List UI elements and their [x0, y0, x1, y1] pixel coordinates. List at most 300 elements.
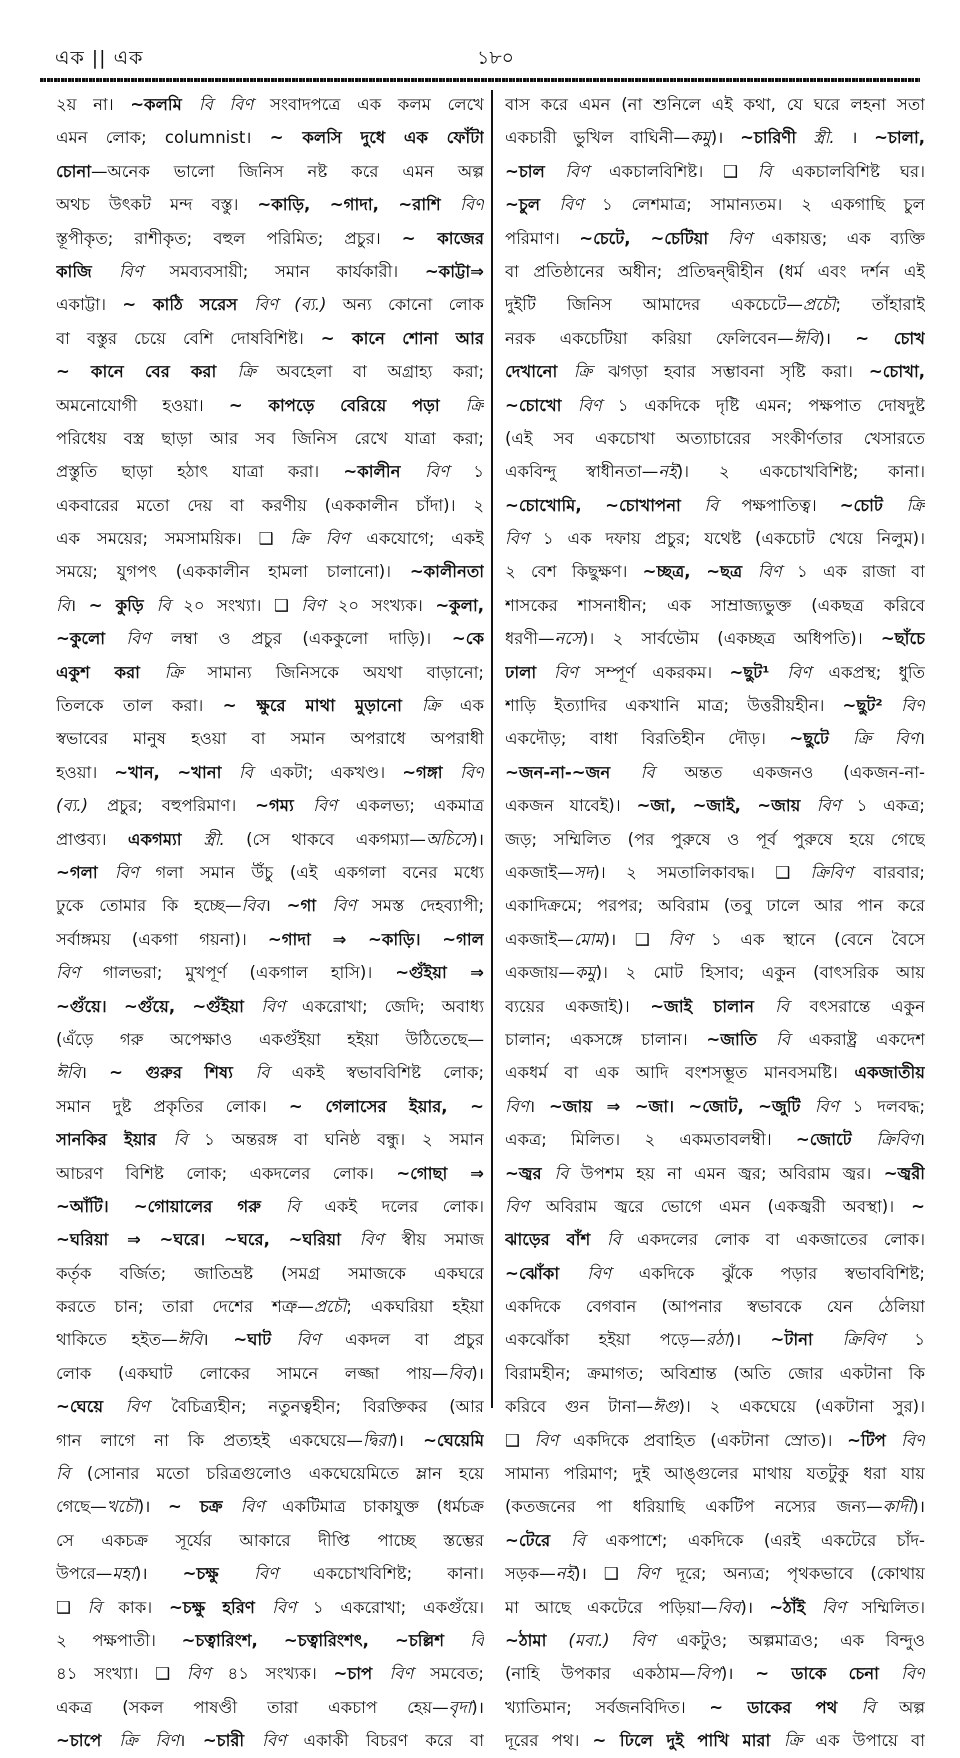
headword: ~ চোখ — [855, 328, 925, 348]
headword: ~ কানে বের করা — [56, 362, 238, 382]
text-line — [56, 355, 484, 388]
definition-text: একজন যাবেই)। — [505, 796, 637, 816]
grammar-label: সদ — [573, 862, 594, 882]
grammar-label: বিণ — [814, 1096, 853, 1116]
headword: ~ছুট² — [842, 696, 902, 716]
grammar-label: ক্রি — [573, 362, 609, 382]
text-line — [505, 1223, 925, 1256]
definition-text: অবিরাম জ্বরে ভোগে এমন (একজ্বরী অবস্থা)। — [545, 1196, 912, 1216]
headword: ~ কাঠি সরেস — [122, 295, 255, 315]
text-line — [56, 990, 484, 1023]
text-line — [56, 1056, 484, 1089]
text-line — [56, 1591, 484, 1624]
grammar-label: ক্রি — [237, 362, 277, 382]
definition-text: লোক (একঘাট লোকের সামনে লজ্জা পায়— — [56, 1363, 449, 1383]
text-line — [56, 1223, 484, 1256]
headword: ~চেটে, ~চেটিয়া — [579, 228, 729, 248]
definition-text: অন্য কোনো লোক — [342, 295, 484, 315]
definition-text: )। ❑ — [574, 1564, 636, 1584]
grammar-label: মোম — [573, 929, 604, 949]
grammar-label: মহা — [112, 1564, 135, 1584]
text-line — [505, 1323, 925, 1356]
grammar-label: বিণ — [821, 1597, 862, 1617]
text-line — [505, 990, 925, 1023]
text-line — [56, 722, 484, 755]
definition-text: নরক একচেটিয়া করিয়া ফেলিবেন— — [505, 328, 794, 348]
definition-text: অথচ উৎকট মন্দ বস্তু। — [56, 195, 258, 215]
definition-text: )। ২ একচোখবিশিষ্ট; কানা। — [676, 462, 925, 482]
definition-text: একই দলের লোক। — [324, 1196, 484, 1216]
definition-text: ১ একদিকে দৃষ্টি এমন; পক্ষপাত দোষদুষ্ট — [617, 395, 925, 415]
definition-text: । — [851, 128, 875, 148]
grammar-label: বি — [255, 1063, 292, 1083]
grammar-label: বিণ — [313, 796, 356, 816]
text-line — [505, 1424, 925, 1457]
definition-text: ১ অন্তরঙ্গ বা ঘনিষ্ঠ বন্ধু। ২ সমান — [204, 1130, 484, 1150]
headword: ~ গুরুর শিষ্য — [109, 1063, 256, 1083]
text-line — [505, 255, 925, 288]
headword: ~ কাপড়ে বেরিয়ে পড়া — [228, 395, 466, 415]
definition-text: একদিকে প্রবাহিত (একটানা স্রোত)। — [573, 1430, 848, 1450]
grammar-label: ক্রি — [465, 395, 484, 415]
grammar-label: স্ত্রী. — [813, 128, 852, 148]
grammar-label: বি — [285, 1196, 325, 1216]
text-line — [56, 322, 484, 355]
definition-text: । — [69, 595, 89, 615]
grammar-label: অচিসে — [425, 829, 472, 849]
definition-text: ঝগড়া হবার সম্ভাবনা সৃষ্টি করা। — [608, 362, 869, 382]
headword: ~চক্ষু হরিণ — [168, 1597, 273, 1617]
grammar-label: কমু — [690, 128, 711, 148]
definition-text: (সোনার মতো চরিত্রগুলোও একঘেয়েমিতে ম্লান হয়ে — [86, 1464, 484, 1484]
headword: ~গঙ্গা — [402, 762, 461, 782]
definition-text: করিবে গুন টানা— — [505, 1397, 654, 1417]
definition-text: থাকিতে হইত— — [56, 1330, 178, 1350]
definition-text: )। ২ সার্বভৌম (একচ্ছত্র অধিপতি)। — [581, 629, 881, 649]
text-line — [56, 1090, 484, 1123]
grammar-label: বিণ — [118, 261, 170, 281]
definition-text: একলভ্য; একমাত্র — [355, 796, 484, 816]
definition-text: বৈচিত্র্যহীন; নতুনত্বহীন; বিরক্তিকর (আর — [171, 1397, 484, 1417]
text-line — [505, 121, 925, 154]
definition-text: পরিমাণ। — [505, 228, 580, 248]
definition-text: গালভরা; মুখপূর্ণ (একগাল হাসি)। — [102, 963, 396, 983]
definition-text: । — [80, 1063, 110, 1083]
text-line — [56, 823, 484, 856]
headword: ~খান, ~খানা — [114, 762, 239, 782]
grammar-label: বিব — [448, 1363, 472, 1383]
definition-text: একদৌড়; বাধা বিরতিহীন দৌড়। — [505, 729, 790, 749]
text-line — [56, 1557, 484, 1590]
definition-text: ২০ সংখ্যা। ❑ — [183, 595, 302, 615]
definition-text: স্বীয় সমাজ — [401, 1230, 484, 1250]
definition-text: )। ২ সমতালিকাবদ্ধ। ❑ — [593, 862, 811, 882]
definition-text: )। — [720, 1664, 756, 1684]
left-column — [56, 88, 484, 1758]
definition-text: একধর্ম বা এক আদি বংশসম্ভূত মানবসমষ্টি। — [505, 1063, 855, 1083]
text-line — [56, 1323, 484, 1356]
grammar-label: (ব্য.) — [56, 796, 107, 816]
definition-text: ধরণী— — [505, 629, 555, 649]
grammar-label: নসে — [554, 629, 582, 649]
definition-text: গেছে— — [56, 1497, 107, 1517]
headword: ~ ক্ষুরে মাথা মুড়ানো — [222, 696, 422, 716]
text-line — [56, 1724, 484, 1757]
text-line — [505, 1290, 925, 1323]
text-line — [505, 322, 925, 355]
definition-text: একটা; একখণ্ড। — [269, 762, 403, 782]
definition-text: একচালবিশিষ্ট। ❑ — [608, 161, 758, 181]
grammar-label: বি — [56, 1464, 87, 1484]
definition-text: মা আছে একটেরে পড়িয়া— — [505, 1597, 718, 1617]
definition-text: সে একচক্র সূর্যের আকারে দীপ্তি পাচ্ছে স্তম্ভের — [56, 1530, 484, 1550]
text-line — [56, 389, 484, 422]
definition-text: পরিধেয় বস্ত্র ছাড়া আর সব জিনিস রেখে যাত্রা করা; — [56, 428, 484, 448]
definition-text: একজাই— — [505, 862, 574, 882]
headword: ~চাল — [505, 161, 566, 181]
definition-text: একই স্বভাববিশিষ্ট লোক; — [291, 1063, 484, 1083]
definition-text: হওয়া। — [56, 762, 115, 782]
text-line — [505, 522, 925, 555]
grammar-label: বি — [704, 495, 742, 515]
grammar-label: বিণ — [757, 562, 798, 582]
grammar-label: দ্বিরা — [362, 1430, 392, 1450]
grammar-label: বি — [554, 1163, 581, 1183]
definition-text: ৪১ সংখ্যক। — [227, 1664, 334, 1684]
text-line — [505, 656, 925, 689]
grammar-label: বিণ — [668, 929, 712, 949]
definition-text: একযোগে; একই — [366, 529, 484, 549]
definition-text: )। — [391, 1430, 424, 1450]
headword: ~চত্বারিংশ, ~চত্বারিংশৎ, ~চল্লিশ — [181, 1630, 471, 1650]
grammar-label: বিণ — [262, 1731, 304, 1751]
definition-text: শাড়ি ইত্যাদির একখানি মাত্র; উত্তরীয়হীন। — [505, 696, 843, 716]
headword: ~গুঁয়ে। ~গুঁয়ে, ~গুঁইয়া — [56, 996, 262, 1016]
headword: ~জ্বর — [505, 1163, 555, 1183]
definition-text: )। ❑ — [603, 929, 669, 949]
headword: ~গাদা ⇒ ~কাড়ি। ~গাল — [267, 929, 484, 949]
headword: ~ছুট¹ — [729, 662, 788, 682]
definition-text: একচারী ভুখিল বাঘিনী— — [505, 128, 690, 148]
grammar-label: বি — [775, 996, 810, 1016]
definition-text: গলা সমান উঁচু (এই একগলা বনের মধ্যে — [155, 862, 484, 882]
definition-text: এক উপায়ে বা — [815, 1731, 925, 1751]
definition-text: আচরণ বিশিষ্ট লোক; একদলের লোক। — [56, 1163, 397, 1183]
text-line — [56, 1123, 484, 1156]
headword: ~ ডাকের পথ — [709, 1697, 862, 1717]
definition-text: ২ পক্ষপাতী। — [56, 1630, 182, 1650]
grammar-label: ক্রি বিণ — [852, 729, 919, 749]
definition-text: প্রচুর; বহুপরিমাণ। — [106, 796, 256, 816]
definition-text: অল্প — [898, 1697, 925, 1717]
headword: ~ ডাকে চেনা — [755, 1664, 902, 1684]
text-line — [56, 489, 484, 522]
text-line — [505, 1390, 925, 1423]
text-line — [505, 1457, 925, 1490]
header-rule — [40, 78, 920, 82]
headword: ~ঘাট — [233, 1330, 297, 1350]
grammar-label: প্রচৌ — [802, 295, 836, 315]
text-line — [56, 1424, 484, 1457]
text-line — [56, 756, 484, 789]
headword: ~কাড়ি, ~গাদা, ~রাশি — [257, 195, 461, 215]
grammar-label: বিণ — [505, 529, 543, 549]
text-line — [56, 1624, 484, 1657]
text-line — [56, 689, 484, 722]
text-line — [56, 889, 484, 922]
definition-text: ৪১ সংখ্যা। ❑ — [56, 1664, 187, 1684]
definition-text: )। — [912, 1497, 925, 1517]
headword: ~চ্ছত্র, ~ছত্র — [642, 562, 758, 582]
text-line — [505, 422, 925, 455]
headword: ~কে — [451, 629, 484, 649]
definition-text: করতে চান; তারা দেশের শত্রু— — [56, 1297, 314, 1317]
headword: ~চাপে — [56, 1731, 120, 1751]
grammar-label: বিণ — [635, 1564, 677, 1584]
text-line — [56, 789, 484, 822]
definition-text: সময়ে; যুগপৎ (এককালীন হামলা চালানো)। — [56, 562, 410, 582]
definition-text: এমন লোক; columnist। — [56, 128, 270, 148]
definition-text: বৎসরান্তে একুন — [809, 996, 925, 1016]
text-line — [505, 222, 925, 255]
headword: ~কাট্টা⇒ — [424, 261, 484, 281]
definition-text: সমস্ত দেহব্যাপী; — [372, 896, 484, 916]
definition-text: । — [918, 1130, 925, 1150]
text-line — [56, 222, 484, 255]
definition-text: তিলকে তাল করা। — [56, 696, 223, 716]
grammar-label: বিণ — [56, 963, 103, 983]
definition-text: ২০ সংখ্যক। — [337, 595, 436, 615]
grammar-label: বি — [861, 1697, 899, 1717]
definition-text: শাসকের শাসনাধীন; এক সাম্রাজ্যভুক্ত (একছত্র করিবে — [505, 595, 925, 615]
headword: ~কালীনতা — [409, 562, 484, 582]
headword: ~চাপ — [333, 1664, 390, 1684]
text-line — [505, 1557, 925, 1590]
grammar-label: ঈবি — [793, 328, 819, 348]
headword: ~গা — [286, 896, 333, 916]
grammar-label: ক্রিবিণ — [842, 1330, 915, 1350]
text-line — [56, 555, 484, 588]
text-line — [56, 1691, 484, 1724]
headword: ~ঘেয়ে — [56, 1397, 126, 1417]
text-line — [505, 1357, 925, 1390]
grammar-label: বিণ — [114, 862, 156, 882]
grammar-label: নই — [658, 462, 677, 482]
definition-text: সামান্য পরিমাণ; দুই আঙ্গুলের মাথায় যতটুকু ধরা যায় — [505, 1464, 925, 1484]
grammar-label: বিণ — [332, 896, 373, 916]
text-line — [505, 1090, 925, 1123]
text-line — [56, 956, 484, 989]
grammar-label: বিণ — [296, 1330, 346, 1350]
definition-text: একায়ত্ত; এক ব্যক্তি — [771, 228, 925, 248]
definition-text: সমান দুষ্ট প্রকৃতির লোক। — [56, 1096, 289, 1116]
definition-text: প্রাপ্তব্য। — [56, 829, 128, 849]
grammar-label: বিণ — [534, 1430, 574, 1450]
headword: ~চালা, — [874, 128, 925, 148]
headword: ~চোট — [839, 495, 907, 515]
text-line — [505, 1056, 925, 1089]
grammar-label: বিণ — [901, 1664, 925, 1684]
text-line — [505, 288, 925, 321]
headword: ~টেরে — [505, 1530, 572, 1550]
definition-text: সমবেত; — [430, 1664, 484, 1684]
headword: ~কালীন — [343, 462, 426, 482]
definition-text: একপাশে; একদিকে (এরই একটেরে চাঁদ- — [605, 1530, 925, 1550]
definition-text: এক সময়ের; সমসাময়িক। ❑ — [56, 529, 291, 549]
definition-text: সর্বাঙ্গময় (একগা গয়না)। — [56, 929, 268, 949]
definition-text: এক — [459, 696, 484, 716]
grammar-label: বি — [173, 1130, 205, 1150]
grammar-label: বিণ — [359, 1230, 402, 1250]
text-line — [56, 1157, 484, 1190]
definition-text: গান লাগে না কি প্রত্যহই একঘেয়ে— — [56, 1430, 363, 1450]
text-line — [505, 889, 925, 922]
headword: ~জাতি — [706, 1029, 777, 1049]
grammar-label: বি — [776, 1029, 809, 1049]
text-line — [56, 1390, 484, 1423]
text-line — [505, 956, 925, 989]
text-line — [56, 88, 484, 121]
headword: একুশ করা — [56, 662, 165, 682]
text-line — [505, 1624, 925, 1657]
headword: ~ছুটে — [789, 729, 853, 749]
definition-text: ; একঘরিয়া হইয়া — [346, 1297, 484, 1317]
definition-text: একজাই— — [505, 929, 574, 949]
grammar-label: বিণ — [261, 996, 302, 1016]
headword: ~জোটে — [795, 1130, 877, 1150]
headword: ~ ঢিলে দুই পাখি মারা — [592, 1731, 784, 1751]
text-line — [505, 389, 925, 422]
text-line — [56, 1190, 484, 1223]
grammar-label: বিণ — [240, 1497, 282, 1517]
grammar-label: বিণ — [787, 662, 829, 682]
text-line — [505, 1157, 925, 1190]
definition-text: )। — [137, 1497, 168, 1517]
definition-text: কাক। — [118, 1597, 169, 1617]
definition-text: একদিকে বেগবান (আপনার স্বভাবকে যেন ঠেলিয়া — [505, 1297, 925, 1317]
grammar-label: বিণ — [389, 1664, 431, 1684]
definition-text: চালান; একসঙ্গে চালান। — [505, 1029, 707, 1049]
definition-text: ১ — [473, 462, 484, 482]
definition-text: (নাহি উপকার একঠাম— — [505, 1664, 696, 1684]
grammar-label: বিণ — [505, 1196, 546, 1216]
grammar-label: বিণ — [565, 161, 609, 181]
definition-text: একপ্রস্থ; ধুতি — [828, 662, 925, 682]
definition-text: )। — [134, 1564, 183, 1584]
definition-text: )। — [710, 128, 741, 148]
headword: ~চারী — [202, 1731, 263, 1751]
definition-text: ১ এক স্থানে (বেনে বৈসে — [711, 929, 925, 949]
grammar-label: বি — [640, 762, 685, 782]
text-line — [505, 856, 925, 889]
definition-text: উপরে— — [56, 1564, 113, 1584]
text-line — [56, 1524, 484, 1557]
definition-text: )। — [728, 1330, 771, 1350]
definition-text: )। — [818, 328, 856, 348]
headword: ~টিপ — [847, 1430, 902, 1450]
text-line — [56, 422, 484, 455]
definition-text: বা বস্তুর চেয়ে বেশি দোষবিশিষ্ট। — [56, 328, 321, 348]
text-line — [505, 455, 925, 488]
grammar-label: স্ত্রী. — [203, 829, 247, 849]
headword: ~ কাজের — [401, 228, 484, 248]
grammar-label: বি — [571, 1530, 606, 1550]
text-line — [56, 455, 484, 488]
text-line — [505, 155, 925, 188]
definition-text: )। ২ একঘেয়ে (একটানা সুর)। — [678, 1397, 925, 1417]
definition-text: )। ২ মোট হিসাব; একুন (বাৎসরিক আয় — [595, 963, 925, 983]
text-line — [505, 355, 925, 388]
definition-text: বা প্রতিষ্ঠানের অধীন; প্রতিদ্বন্দ্বীহীন (ধর্ম এবং দর্শন এই — [505, 261, 925, 281]
definition-text: স্তূপীকৃত; রাশীকৃত; বহুল পরিমিত; প্রচুর। — [56, 228, 402, 248]
text-line — [56, 1657, 484, 1690]
definition-text: লম্বা ও প্রচুর (এককুলো দাড়ি)। — [170, 629, 452, 649]
grammar-label: বিণ — [587, 1263, 639, 1283]
headword: ~ কলসি দুধে এক ফোঁটা — [269, 128, 484, 148]
headword: ঢালা — [505, 662, 554, 682]
grammar-label: বিব — [717, 1597, 741, 1617]
definition-text: পক্ষপাতিত্ব। — [741, 495, 840, 515]
text-line — [505, 188, 925, 221]
text-line — [56, 121, 484, 154]
definition-text: । — [179, 1731, 203, 1751]
definition-text: )। — [740, 1597, 770, 1617]
headword: ~জ্বরী — [883, 1163, 925, 1183]
text-line — [505, 1023, 925, 1056]
headword: ~ছাঁচে — [880, 629, 925, 649]
grammar-label: বিণ — [460, 762, 484, 782]
definition-text: ১ — [914, 1330, 925, 1350]
grammar-label: ঈবি — [177, 1330, 203, 1350]
grammar-label: বিণ — [728, 228, 772, 248]
headword: ~জায় ⇒ ~জা। ~জোট, ~জুটি — [549, 1096, 815, 1116]
headword: ~ কানে শোনা আর — [320, 328, 484, 348]
definition-text: জড়; সম্মিলিত (পর পুরুষে ও পূর্ব পুরুষে হয়ে গেছে — [505, 829, 925, 849]
definition-text: উপশম হয় না এমন জ্বর; অবিরাম জ্বর। — [580, 1163, 884, 1183]
definition-text: একত্র; মিলিত। ২ একমতাবলম্বী। — [505, 1130, 796, 1150]
grammar-label: বিণ — [126, 629, 171, 649]
definition-text: দুইটি জিনিস আমাদের একচেটে— — [505, 295, 803, 315]
grammar-label: নই — [555, 1564, 575, 1584]
text-line — [505, 789, 925, 822]
definition-text: ব্যয়ের একজাই)। — [505, 996, 651, 1016]
headword: ~ঝোঁকা — [505, 1263, 588, 1283]
definition-text: (এই সব একচোখা অত্যাচারের সংকীর্ণতার খেসারতে — [505, 428, 925, 448]
headword: ~জন-না-~জন — [505, 762, 641, 782]
definition-text: একদলের লোক বা একজাতের লোক। — [637, 1230, 925, 1250]
definition-text: একাকী বিচরণ করে বা — [303, 1731, 484, 1751]
definition-text: সামান্য জিনিসকে অযথা বাড়ানো; — [207, 662, 484, 682]
headword: ~কুলা, — [435, 595, 484, 615]
definition-text: খ্যাতিমান; সর্বজনবিদিত। — [505, 1697, 710, 1717]
grammar-label: বিণ — [186, 1664, 228, 1684]
grammar-label: ক্রি — [421, 696, 460, 716]
definition-text: অবহেলা বা অগ্রাহ্য করা; — [276, 362, 484, 382]
grammar-label: কমু — [574, 963, 596, 983]
definition-text: ১ একরোখা; একগুঁয়ে। — [312, 1597, 484, 1617]
text-line — [505, 1591, 925, 1624]
text-line — [505, 1524, 925, 1557]
definition-text: —অনেক ভালো জিনিস নষ্ট করে এমন অল্প — [91, 161, 484, 181]
headword: দেখানো — [505, 362, 574, 382]
definition-text: একঝোঁকা হইয়া পড়ে— — [505, 1330, 706, 1350]
text-line — [56, 522, 484, 555]
grammar-label: ক্রি — [164, 662, 208, 682]
definition-text: সড়ক— — [505, 1564, 556, 1584]
definition-text: একচালবিশিষ্ট ঘর। — [791, 161, 925, 181]
page-header — [55, 44, 905, 70]
grammar-label: প্রচৌ — [313, 1297, 347, 1317]
